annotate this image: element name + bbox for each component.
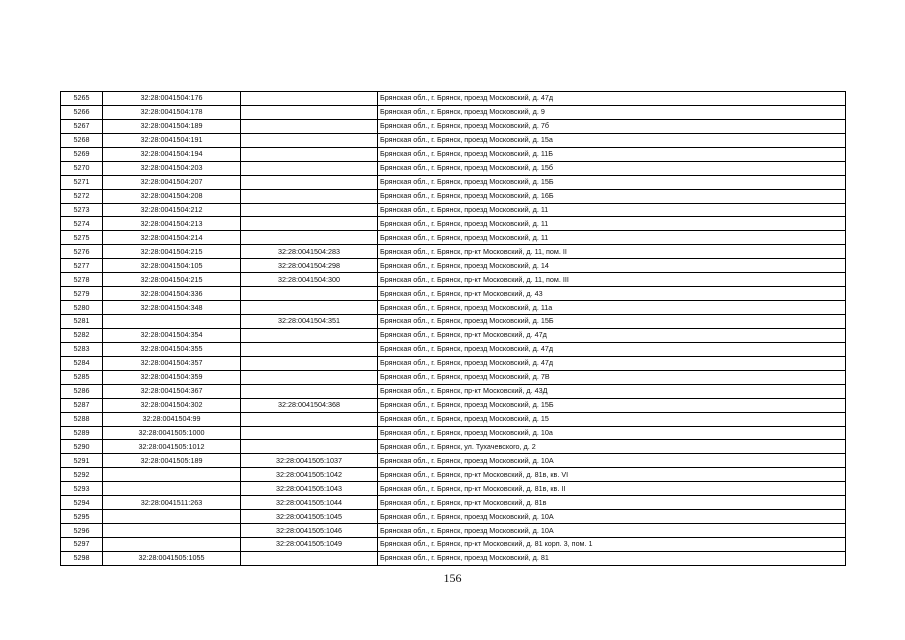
row-number-cell: 5291: [61, 454, 103, 468]
table-row: [61, 133, 846, 147]
table-row: [61, 538, 846, 552]
cadastral-number-cell: 32:28:0041505:1000: [103, 426, 241, 440]
row-number-cell: 5298: [61, 551, 103, 565]
row-number-cell: 5288: [61, 412, 103, 426]
table-row: [61, 328, 846, 342]
table-row: [61, 454, 846, 468]
related-cadastral-number-cell: [241, 356, 378, 370]
table-row: [61, 468, 846, 482]
address-cell: Брянская обл., г. Брянск, проезд Московский, д. 15Б: [378, 175, 846, 189]
cadastral-number-cell: 32:28:0041504:214: [103, 231, 241, 245]
related-cadastral-number-cell: [241, 551, 378, 565]
related-cadastral-number-cell: [241, 175, 378, 189]
row-number-cell: 5295: [61, 510, 103, 524]
address-cell: Брянская обл., г. Брянск, пр-кт Московский, д. 43Д: [378, 384, 846, 398]
related-cadastral-number-cell: [241, 412, 378, 426]
cadastral-number-cell: 32:28:0041504:354: [103, 328, 241, 342]
cadastral-number-cell: 32:28:0041504:348: [103, 301, 241, 315]
table-row: [61, 356, 846, 370]
related-cadastral-number-cell: 32:28:0041504:298: [241, 259, 378, 273]
table-row: [61, 119, 846, 133]
cadastral-number-cell: 32:28:0041504:357: [103, 356, 241, 370]
cadastral-number-cell: 32:28:0041504:215: [103, 273, 241, 287]
address-cell: Брянская обл., г. Брянск, проезд Московский, д. 10А: [378, 524, 846, 538]
address-cell: Брянская обл., г. Брянск, проезд Московский, д. 7В: [378, 370, 846, 384]
related-cadastral-number-cell: [241, 119, 378, 133]
related-cadastral-number-cell: [241, 133, 378, 147]
cadastral-number-cell: 32:28:0041504:207: [103, 175, 241, 189]
table-row: [61, 105, 846, 119]
row-number-cell: 5289: [61, 426, 103, 440]
cadastral-number-cell: 32:28:0041505:189: [103, 454, 241, 468]
address-cell: Брянская обл., г. Брянск, пр-кт Московский, д. 47д: [378, 328, 846, 342]
address-cell: Брянская обл., г. Брянск, проезд Московский, д. 14: [378, 259, 846, 273]
address-cell: Брянская обл., г. Брянск, проезд Московский, д. 15Б: [378, 398, 846, 412]
cadastral-number-cell: 32:28:0041505:1055: [103, 551, 241, 565]
table-row: [61, 384, 846, 398]
related-cadastral-number-cell: [241, 161, 378, 175]
row-number-cell: 5297: [61, 538, 103, 552]
table-row: [61, 203, 846, 217]
cadastral-number-cell: 32:28:0041504:215: [103, 245, 241, 259]
cadastral-number-cell: 32:28:0041504:355: [103, 342, 241, 356]
related-cadastral-number-cell: [241, 105, 378, 119]
table-row: [61, 510, 846, 524]
table-row: [61, 370, 846, 384]
cadastral-number-cell: [103, 315, 241, 329]
table-row: [61, 273, 846, 287]
row-number-cell: 5266: [61, 105, 103, 119]
table-row: [61, 231, 846, 245]
cadastral-number-cell: 32:28:0041511:263: [103, 496, 241, 510]
related-cadastral-number-cell: [241, 217, 378, 231]
table-row: [61, 217, 846, 231]
table-row: [61, 551, 846, 565]
cadastral-number-cell: [103, 482, 241, 496]
related-cadastral-number-cell: 32:28:0041505:1042: [241, 468, 378, 482]
address-cell: Брянская обл., г. Брянск, пр-кт Московский, д. 81в: [378, 496, 846, 510]
cadastral-number-cell: 32:28:0041504:208: [103, 189, 241, 203]
address-cell: Брянская обл., г. Брянск, проезд Московский, д. 9: [378, 105, 846, 119]
row-number-cell: 5290: [61, 440, 103, 454]
address-cell: Брянская обл., г. Брянск, проезд Московский, д. 15а: [378, 133, 846, 147]
address-cell: Брянская обл., г. Брянск, проезд Московский, д. 11: [378, 231, 846, 245]
row-number-cell: 5284: [61, 356, 103, 370]
table-row: [61, 147, 846, 161]
table-row: [61, 315, 846, 329]
address-cell: Брянская обл., г. Брянск, проезд Московский, д. 11Б: [378, 147, 846, 161]
table-row: [61, 245, 846, 259]
address-cell: Брянская обл., г. Брянск, пр-кт Московский, д. 81 корп. 3, пом. 1: [378, 538, 846, 552]
address-cell: Брянская обл., г. Брянск, пр-кт Московский, д. 81в, кв. VI: [378, 468, 846, 482]
related-cadastral-number-cell: 32:28:0041505:1044: [241, 496, 378, 510]
page-number: 156: [443, 571, 462, 585]
address-cell: Брянская обл., г. Брянск, проезд Московский, д. 15б: [378, 161, 846, 175]
related-cadastral-number-cell: [241, 426, 378, 440]
related-cadastral-number-cell: [241, 384, 378, 398]
address-cell: Брянская обл., г. Брянск, ул. Тухачевского, д. 2: [378, 440, 846, 454]
related-cadastral-number-cell: [241, 203, 378, 217]
cadastral-number-cell: 32:28:0041504:189: [103, 119, 241, 133]
related-cadastral-number-cell: [241, 231, 378, 245]
row-number-cell: 5277: [61, 259, 103, 273]
related-cadastral-number-cell: [241, 440, 378, 454]
row-number-cell: 5285: [61, 370, 103, 384]
related-cadastral-number-cell: [241, 328, 378, 342]
cadastral-number-cell: 32:28:0041504:194: [103, 147, 241, 161]
related-cadastral-number-cell: 32:28:0041505:1045: [241, 510, 378, 524]
address-cell: Брянская обл., г. Брянск, проезд Московский, д. 16Б: [378, 189, 846, 203]
row-number-cell: 5276: [61, 245, 103, 259]
related-cadastral-number-cell: 32:28:0041504:351: [241, 315, 378, 329]
row-number-cell: 5265: [61, 92, 103, 106]
cadastral-number-cell: 32:28:0041504:212: [103, 203, 241, 217]
table-row: [61, 259, 846, 273]
table-row: [61, 426, 846, 440]
row-number-cell: 5269: [61, 147, 103, 161]
cadastral-number-cell: 32:28:0041504:336: [103, 287, 241, 301]
address-cell: Брянская обл., г. Брянск, пр-кт Московский, д. 81в, кв. II: [378, 482, 846, 496]
related-cadastral-number-cell: 32:28:0041505:1049: [241, 538, 378, 552]
row-number-cell: 5278: [61, 273, 103, 287]
table-row: [61, 496, 846, 510]
address-cell: Брянская обл., г. Брянск, проезд Московский, д. 10А: [378, 510, 846, 524]
related-cadastral-number-cell: [241, 342, 378, 356]
related-cadastral-number-cell: 32:28:0041505:1046: [241, 524, 378, 538]
address-cell: Брянская обл., г. Брянск, проезд Московский, д. 11а: [378, 301, 846, 315]
table-row: [61, 524, 846, 538]
cadastral-number-cell: 32:28:0041504:367: [103, 384, 241, 398]
related-cadastral-number-cell: [241, 370, 378, 384]
cadastral-number-cell: 32:28:0041504:105: [103, 259, 241, 273]
address-cell: Брянская обл., г. Брянск, пр-кт Московский, д. 11, пом. II: [378, 245, 846, 259]
table-row: [61, 287, 846, 301]
address-cell: Брянская обл., г. Брянск, проезд Московский, д. 11: [378, 203, 846, 217]
table-row: [61, 92, 846, 106]
cadastral-number-cell: 32:28:0041504:203: [103, 161, 241, 175]
table-row: [61, 482, 846, 496]
related-cadastral-number-cell: 32:28:0041504:300: [241, 273, 378, 287]
related-cadastral-number-cell: [241, 92, 378, 106]
table-row: [61, 342, 846, 356]
address-cell: Брянская обл., г. Брянск, проезд Московский, д. 47д: [378, 92, 846, 106]
address-cell: Брянская обл., г. Брянск, пр-кт Московский, д. 11, пом. III: [378, 273, 846, 287]
cadastral-number-cell: 32:28:0041504:178: [103, 105, 241, 119]
cadastral-number-cell: 32:28:0041504:191: [103, 133, 241, 147]
row-number-cell: 5280: [61, 301, 103, 315]
row-number-cell: 5272: [61, 189, 103, 203]
address-cell: Брянская обл., г. Брянск, проезд Московский, д. 10а: [378, 426, 846, 440]
cadastral-number-cell: [103, 538, 241, 552]
row-number-cell: 5275: [61, 231, 103, 245]
address-cell: Брянская обл., г. Брянск, пр-кт Московский, д. 43: [378, 287, 846, 301]
address-cell: Брянская обл., г. Брянск, проезд Московский, д. 11: [378, 217, 846, 231]
row-number-cell: 5296: [61, 524, 103, 538]
address-cell: Брянская обл., г. Брянск, проезд Московский, д. 15: [378, 412, 846, 426]
cadastral-number-cell: 32:28:0041505:1012: [103, 440, 241, 454]
table-row: [61, 398, 846, 412]
cadastral-number-cell: [103, 524, 241, 538]
related-cadastral-number-cell: 32:28:0041504:368: [241, 398, 378, 412]
address-cell: Брянская обл., г. Брянск, проезд Московский, д. 7б: [378, 119, 846, 133]
row-number-cell: 5274: [61, 217, 103, 231]
row-number-cell: 5293: [61, 482, 103, 496]
cadastral-number-cell: 32:28:0041504:359: [103, 370, 241, 384]
related-cadastral-number-cell: 32:28:0041505:1037: [241, 454, 378, 468]
table-row: [61, 301, 846, 315]
cadastral-number-cell: [103, 468, 241, 482]
cadastral-number-cell: 32:28:0041504:213: [103, 217, 241, 231]
cadastral-number-cell: 32:28:0041504:99: [103, 412, 241, 426]
row-number-cell: 5281: [61, 315, 103, 329]
cadastral-number-cell: 32:28:0041504:302: [103, 398, 241, 412]
related-cadastral-number-cell: 32:28:0041504:283: [241, 245, 378, 259]
address-cell: Брянская обл., г. Брянск, проезд Московский, д. 47д: [378, 356, 846, 370]
table-row: [61, 440, 846, 454]
row-number-cell: 5267: [61, 119, 103, 133]
row-number-cell: 5292: [61, 468, 103, 482]
table-row: [61, 161, 846, 175]
related-cadastral-number-cell: 32:28:0041505:1043: [241, 482, 378, 496]
cadastral-table: [60, 91, 846, 566]
related-cadastral-number-cell: [241, 189, 378, 203]
row-number-cell: 5294: [61, 496, 103, 510]
row-number-cell: 5270: [61, 161, 103, 175]
row-number-cell: 5279: [61, 287, 103, 301]
row-number-cell: 5282: [61, 328, 103, 342]
address-cell: Брянская обл., г. Брянск, проезд Московский, д. 47д: [378, 342, 846, 356]
address-cell: Брянская обл., г. Брянск, проезд Московский, д. 15Б: [378, 315, 846, 329]
row-number-cell: 5268: [61, 133, 103, 147]
cadastral-number-cell: [103, 510, 241, 524]
related-cadastral-number-cell: [241, 287, 378, 301]
related-cadastral-number-cell: [241, 147, 378, 161]
related-cadastral-number-cell: [241, 301, 378, 315]
table-row: [61, 412, 846, 426]
row-number-cell: 5286: [61, 384, 103, 398]
address-cell: Брянская обл., г. Брянск, проезд Московский, д. 81: [378, 551, 846, 565]
row-number-cell: 5273: [61, 203, 103, 217]
row-number-cell: 5271: [61, 175, 103, 189]
table-body: [61, 92, 846, 566]
address-cell: Брянская обл., г. Брянск, проезд Московский, д. 10А: [378, 454, 846, 468]
row-number-cell: 5283: [61, 342, 103, 356]
cadastral-number-cell: 32:28:0041504:176: [103, 92, 241, 106]
row-number-cell: 5287: [61, 398, 103, 412]
table-row: [61, 175, 846, 189]
table-row: [61, 189, 846, 203]
